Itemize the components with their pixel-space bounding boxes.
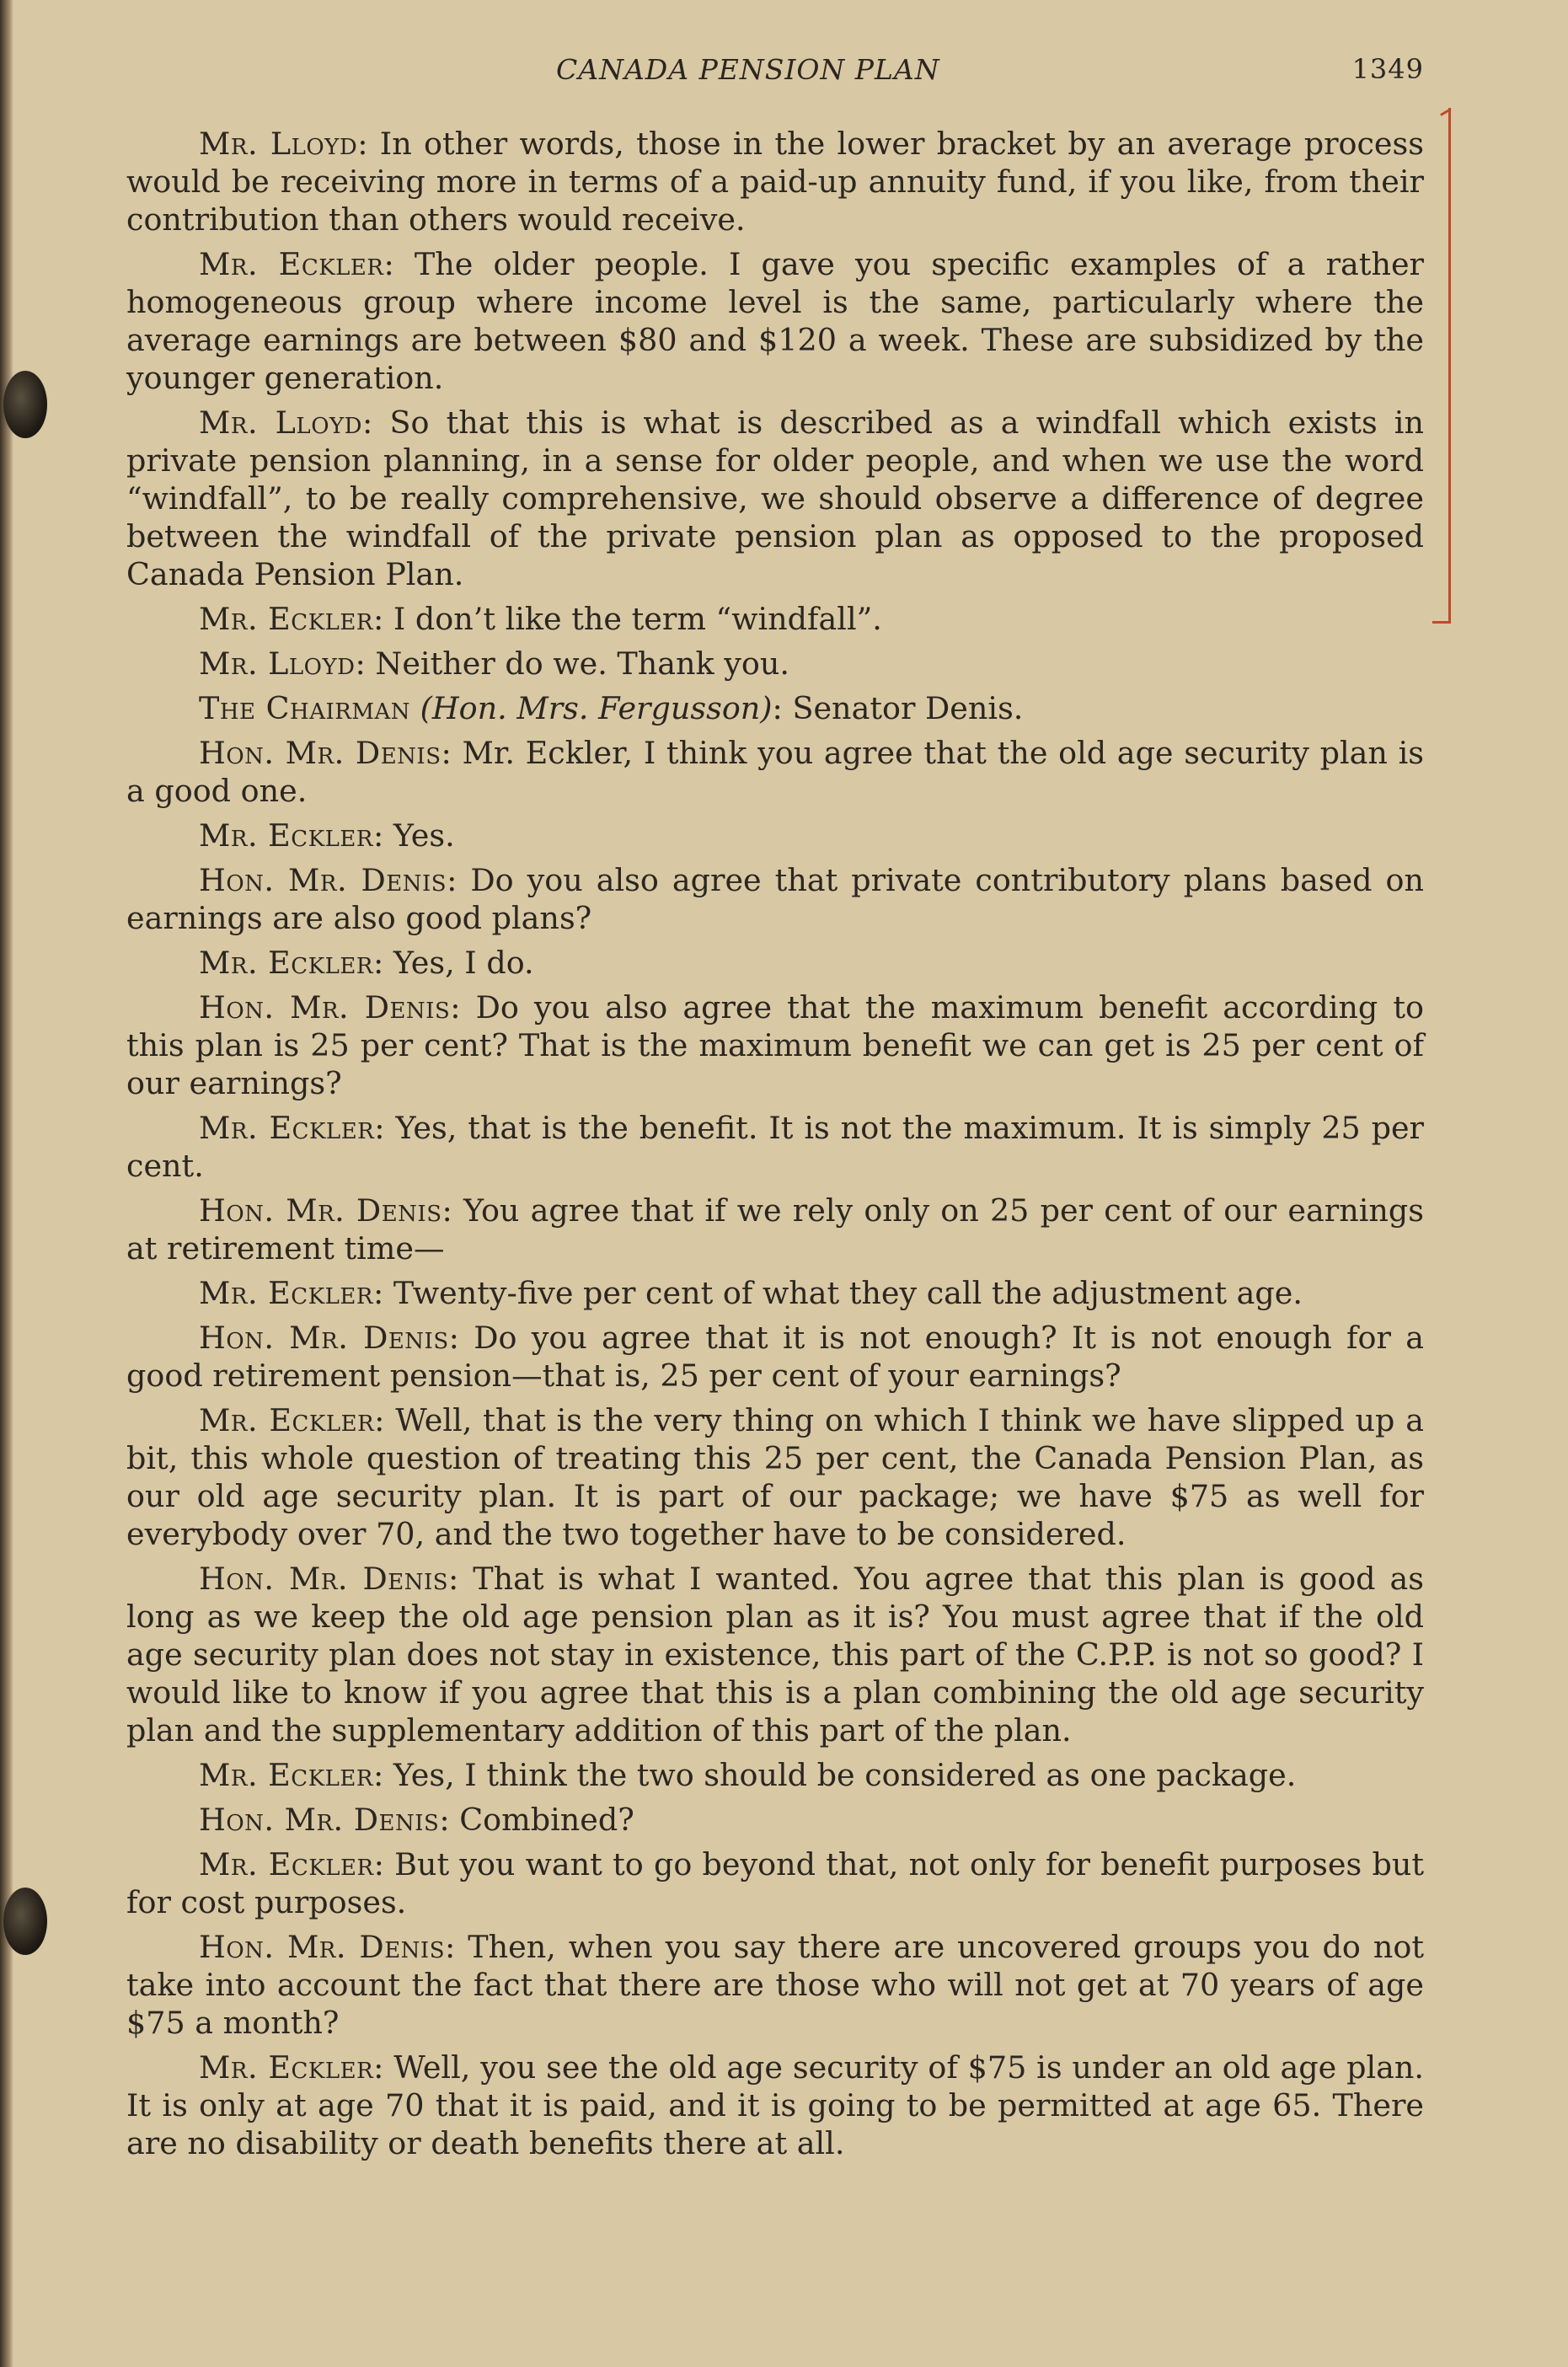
paragraph-text: Yes, I do. <box>393 945 534 981</box>
speaker-name: Hon. Mr. Denis <box>199 735 442 771</box>
paragraph-text: Senator Denis. <box>792 690 1024 726</box>
paragraph: Hon. Mr. Denis: Do you also agree that the maximum benefit according to this plan is 25 per cent? That is the maximum benefit we can get is 25 per cent of our earnings? <box>126 989 1424 1101</box>
page-header <box>556 53 1424 94</box>
paragraph: Mr. Lloyd: Neither do we. Thank you. <box>199 645 789 682</box>
paragraph: Mr. Lloyd: So that this is what is described as a windfall which exists in private pension planning, in a sense for older people, and when we use the word “windfall”, to be really comprehensive, we should observe a difference of degree between the windfall of the private pension plan as opposed to the proposed Canada Pension Plan. <box>126 404 1424 592</box>
paragraph: Mr. Eckler: Twenty-five per cent of what they call the adjustment age. <box>199 1275 1303 1311</box>
speaker-name: Mr. Eckler <box>199 945 373 981</box>
paragraph-text: Do you also agree that the maximum benefit according to this plan is 25 per cent? That is the maximum benefit we can get is 25 per cent of our earnings? <box>126 989 1424 1101</box>
paragraph: Mr. Eckler: Well, you see the old age security of $75 is under an old age plan. It is only at age 70 that it is paid, and it is going to be permitted at age 65. There are no disability or death benefits there at all. <box>126 2049 1424 2161</box>
page-binding-edge <box>0 0 13 2367</box>
speaker-name: Mr. Eckler <box>199 1757 373 1793</box>
running-head-title: CANADA PENSION PLAN <box>556 53 940 86</box>
paragraph: The Chairman (Hon. Mrs. Fergusson): Senator Denis. <box>199 690 1024 726</box>
paragraph: Mr. Eckler: Yes, that is the benefit. It is not the maximum. It is simply 25 per cent. <box>126 1110 1424 1184</box>
paragraph-text: Well, you see the old age security of $75 is under an old age plan. It is only at age 70 that it is paid, and it is going to be permitted at age 65. There are no disability or death benefits there at all. <box>126 2049 1424 2161</box>
paragraph: Mr. Eckler: But you want to go beyond that, not only for benefit purposes but for cost purposes. <box>126 1846 1425 1920</box>
speaker-name: Mr. Eckler <box>199 1402 375 1438</box>
speaker-name: Mr. Lloyd <box>199 126 358 162</box>
speaker-name: Hon. Mr. Denis <box>199 1929 446 1965</box>
speaker-name: Mr. Eckler <box>199 2049 374 2086</box>
paragraph: Mr. Eckler: Yes. <box>199 817 455 854</box>
paragraph-text: Yes, that is the benefit. It is not the maximum. It is simply 25 per cent. <box>126 1110 1424 1184</box>
paragraph-text: Do you also agree that private contributory plans based on earnings are also good plans? <box>126 862 1424 936</box>
paragraph: Mr. Lloyd: In other words, those in the lower bracket by an average process would be receiving more in terms of a paid-up annuity fund, if you like, from their contribution than others would receive. <box>126 126 1424 238</box>
margin-bracket-annotation <box>1436 108 1451 624</box>
paragraph-text: The older people. I gave you specific examples of a rather homogeneous group where income level is the same, particularly where the average earnings are between $80 and $120 a week. These are subsidized by the younger generation. <box>126 246 1424 396</box>
speaker-name: Hon. Mr. Denis <box>199 1192 442 1229</box>
speaker-name: Mr. Eckler <box>199 1110 375 1146</box>
paragraph-text: You agree that if we rely only on 25 per cent of our earnings at retirement time— <box>126 1192 1424 1267</box>
binder-ring-top <box>3 371 47 438</box>
speaker-name: Hon. Mr. Denis <box>199 989 451 1026</box>
paragraph-text: Then, when you say there are uncovered groups you do not take into account the fact that there are those who will not get at 70 years of age $75 a month? <box>126 1929 1424 2041</box>
paragraph-text: But you want to go beyond that, not only for benefit purposes but for cost purposes. <box>126 1846 1425 1920</box>
speaker-name: Hon. Mr. Denis <box>199 862 447 898</box>
paragraph-text: Combined? <box>459 1802 634 1838</box>
paragraph: Hon. Mr. Denis: Then, when you say there are uncovered groups you do not take into account the fact that there are those who will not get at 70 years of age $75 a month? <box>126 1929 1424 2041</box>
paragraph: Hon. Mr. Denis: That is what I wanted. You agree that this plan is good as long as we keep the old age pension plan as it is? You must agree that if the old age security plan does not stay in existence, this part of the C.P.P. is not so good? I would like to know if you agree that this is a plan combining the old age security plan and the supplementary addition of this part of the plan. <box>126 1561 1424 1748</box>
speaker-name: Mr. Eckler <box>199 246 384 282</box>
paragraph: Mr. Eckler: Yes, I do. <box>199 945 534 981</box>
paragraph: Mr. Eckler: Well, that is the very thing on which I think we have slipped up a bit, this whole question of treating this 25 per cent, the Canada Pension Plan, as our old age security plan. It is part of our package; we have $75 as well for everybody over 70, and the two together have to be considered. <box>126 1402 1424 1552</box>
paragraph: Mr. Eckler: The older people. I gave you specific examples of a rather homogeneous group where income level is the same, particularly where the average earnings are between $80 and $120 a week. These are subsidized by the younger generation. <box>126 246 1424 396</box>
paragraph-text: I don’t like the term “windfall”. <box>393 601 882 637</box>
paragraph-text: Do you agree that it is not enough? It is not enough for a good retirement pension—that is, 25 per cent of your earnings? <box>126 1320 1424 1394</box>
speaker-name: Hon. Mr. Denis <box>199 1320 449 1356</box>
paragraph: Mr. Eckler: Yes, I think the two should be considered as one package. <box>199 1757 1297 1793</box>
paragraph: Hon. Mr. Denis: You agree that if we rely only on 25 per cent of our earnings at retirement time— <box>126 1192 1424 1267</box>
paragraph: Mr. Eckler: I don’t like the term “windfall”. <box>199 601 882 637</box>
paragraph-text: Neither do we. Thank you. <box>375 645 789 682</box>
paragraph-text: Twenty-five per cent of what they call the adjustment age. <box>393 1275 1303 1311</box>
paragraph-text: In other words, those in the lower bracket by an average process would be receiving more in terms of a paid-up annuity fund, if you like, from their contribution than others would receive. <box>126 126 1424 238</box>
paragraph-text: Yes. <box>393 817 455 854</box>
binder-ring-bottom <box>3 1888 47 1955</box>
transcript-body <box>126 125 1424 2169</box>
paragraph: Hon. Mr. Denis: Combined? <box>199 1802 634 1838</box>
paragraph-text: That is what I wanted. You agree that this plan is good as long as we keep the old age pension plan as it is? You must agree that if the old age security plan does not stay in existence, this part of the C.P.P. is not so good? I would like to know if you agree that this is a plan combining the old age security plan and the supplementary addition of this part of the plan. <box>126 1561 1424 1748</box>
speaker-name: Hon. Mr. Denis <box>199 1802 440 1838</box>
speaker-name: Mr. Lloyd <box>199 404 363 441</box>
paragraph-text: Yes, I think the two should be considered as one package. <box>393 1757 1297 1793</box>
speaker-name: Mr. Eckler <box>199 817 373 854</box>
speaker-note: (Hon. Mrs. Fergusson) <box>420 690 773 726</box>
paragraph: Hon. Mr. Denis: Do you also agree that private contributory plans based on earnings are also good plans? <box>126 862 1424 936</box>
paragraph: Hon. Mr. Denis: Do you agree that it is not enough? It is not enough for a good retirement pension—that is, 25 per cent of your earnings? <box>126 1320 1424 1394</box>
speaker-name: The Chairman <box>199 690 410 726</box>
paragraph: Hon. Mr. Denis: Mr. Eckler, I think you agree that the old age security plan is a good one. <box>126 735 1425 809</box>
page-number: 1349 <box>1351 53 1424 85</box>
speaker-name: Mr. Lloyd <box>199 645 356 682</box>
speaker-name: Mr. Eckler <box>199 1275 373 1311</box>
speaker-name: Mr. Eckler <box>199 1846 374 1882</box>
speaker-name: Mr. Eckler <box>199 601 373 637</box>
speaker-name: Hon. Mr. Denis <box>199 1561 449 1597</box>
paragraph-text: So that this is what is described as a windfall which exists in private pension planning, in a sense for older people, and when we use the word “windfall”, to be really comprehensive, we should observe a difference of degree between the windfall of the private pension plan as opposed to the proposed Canada Pension Plan. <box>126 404 1424 592</box>
paragraph-text: Mr. Eckler, I think you agree that the old age security plan is a good one. <box>126 735 1425 809</box>
paragraph-text: Well, that is the very thing on which I think we have slipped up a bit, this whole question of treating this 25 per cent, the Canada Pension Plan, as our old age security plan. It is part of our package; we have $75 as well for everybody over 70, and the two together have to be considered. <box>126 1402 1424 1552</box>
